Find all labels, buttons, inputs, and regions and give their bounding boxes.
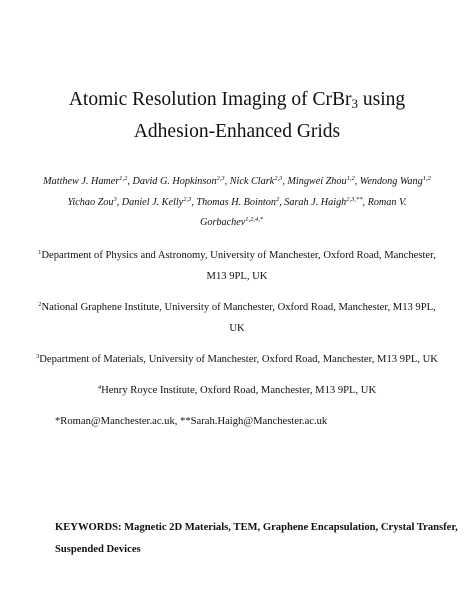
affiliation-4 <box>30 385 444 397</box>
affiliation-3 <box>30 354 444 366</box>
author-line-3 <box>200 217 263 229</box>
author: Wendong Wang <box>359 176 423 187</box>
affiliation-2-line-2: UK <box>229 323 245 334</box>
affiliation-text: National Graphene Institute, University of Manchester, Oxford Road, Manchester, M13 9PL, <box>41 302 436 313</box>
author-line-1: Matthew J. Hamer$^{1,2}$, David G. Hopkinson$^{2,3}$, Nick Clark$^{2,3}$, Mingwei Zhou$^{1,2}$, Wendong Wang$^{1,2}$ <box>43 175 431 187</box>
title-line-1 <box>0 88 474 112</box>
author-affil: 2,3 <box>183 196 192 203</box>
affiliation-1-line-1 <box>30 250 444 262</box>
author: Gorbachev <box>200 217 246 228</box>
author-affil: 2,3,** <box>346 196 363 203</box>
author: Thomas H. Bointon <box>196 197 276 208</box>
affiliation-number: 1 <box>38 249 42 256</box>
author-affil: 3 <box>113 196 117 203</box>
author-affil: 1,2 <box>422 175 431 182</box>
author-line-2: Yichao Zou$^3$, Daniel J. Kelly$^{2,3}$, Thomas H. Bointon$^2$, Sarah J. Haigh$^{2,3,**}$, Roman V. <box>67 196 407 208</box>
author: Nick Clark <box>229 176 275 187</box>
author: Matthew J. Hamer <box>43 176 120 187</box>
affiliation-1-line-2: M13 9PL, UK <box>206 271 268 282</box>
author-affil: 2,3 <box>216 175 225 182</box>
author-affil: 2 <box>275 196 280 203</box>
author: Roman V. <box>367 197 407 208</box>
author-affil: 2,3 <box>274 175 283 182</box>
author: Sarah J. Haigh <box>284 197 347 208</box>
title-prefix: Atomic Resolution Imaging of CrBr <box>68 89 352 110</box>
author-affil: 1,2 <box>346 175 355 182</box>
author: David G. Hopkinson <box>132 176 217 187</box>
title-subscript: 3 <box>351 96 359 111</box>
author: Mingwei Zhou <box>287 176 347 187</box>
affiliation-number: 2 <box>38 301 42 308</box>
affiliation-text: Henry Royce Institute, Oxford Road, Manchester, M13 9PL, UK <box>101 385 377 396</box>
corresponding-emails: *Roman@Manchester.ac.uk, **Sarah.Haigh@Manchester.ac.uk <box>55 416 328 427</box>
author-affil: 1,2 <box>119 175 128 182</box>
affiliation-2-line-1 <box>30 302 444 314</box>
keywords-line-1: KEYWORDS: Magnetic 2D Materials, TEM, Graphene Encapsulation, Crystal Transfer, <box>55 522 458 533</box>
affiliation-number: 4 <box>97 384 102 391</box>
affiliation-number: 3 <box>36 353 40 360</box>
author: Yichao Zou <box>67 197 114 208</box>
title-line-2: Adhesion-Enhanced Grids <box>133 121 341 142</box>
title-suffix: using <box>358 89 406 110</box>
author-affil: 1,2,4,* <box>245 216 264 223</box>
affiliation-text: Department of Materials, University of Manchester, Oxford Road, Manchester, M13 9PL, UK <box>39 354 438 365</box>
keywords-line-2: Suspended Devices <box>55 544 141 555</box>
affiliation-text: Department of Physics and Astronomy, University of Manchester, Oxford Road, Manchester, <box>41 250 436 261</box>
author: Daniel J. Kelly <box>121 197 184 208</box>
